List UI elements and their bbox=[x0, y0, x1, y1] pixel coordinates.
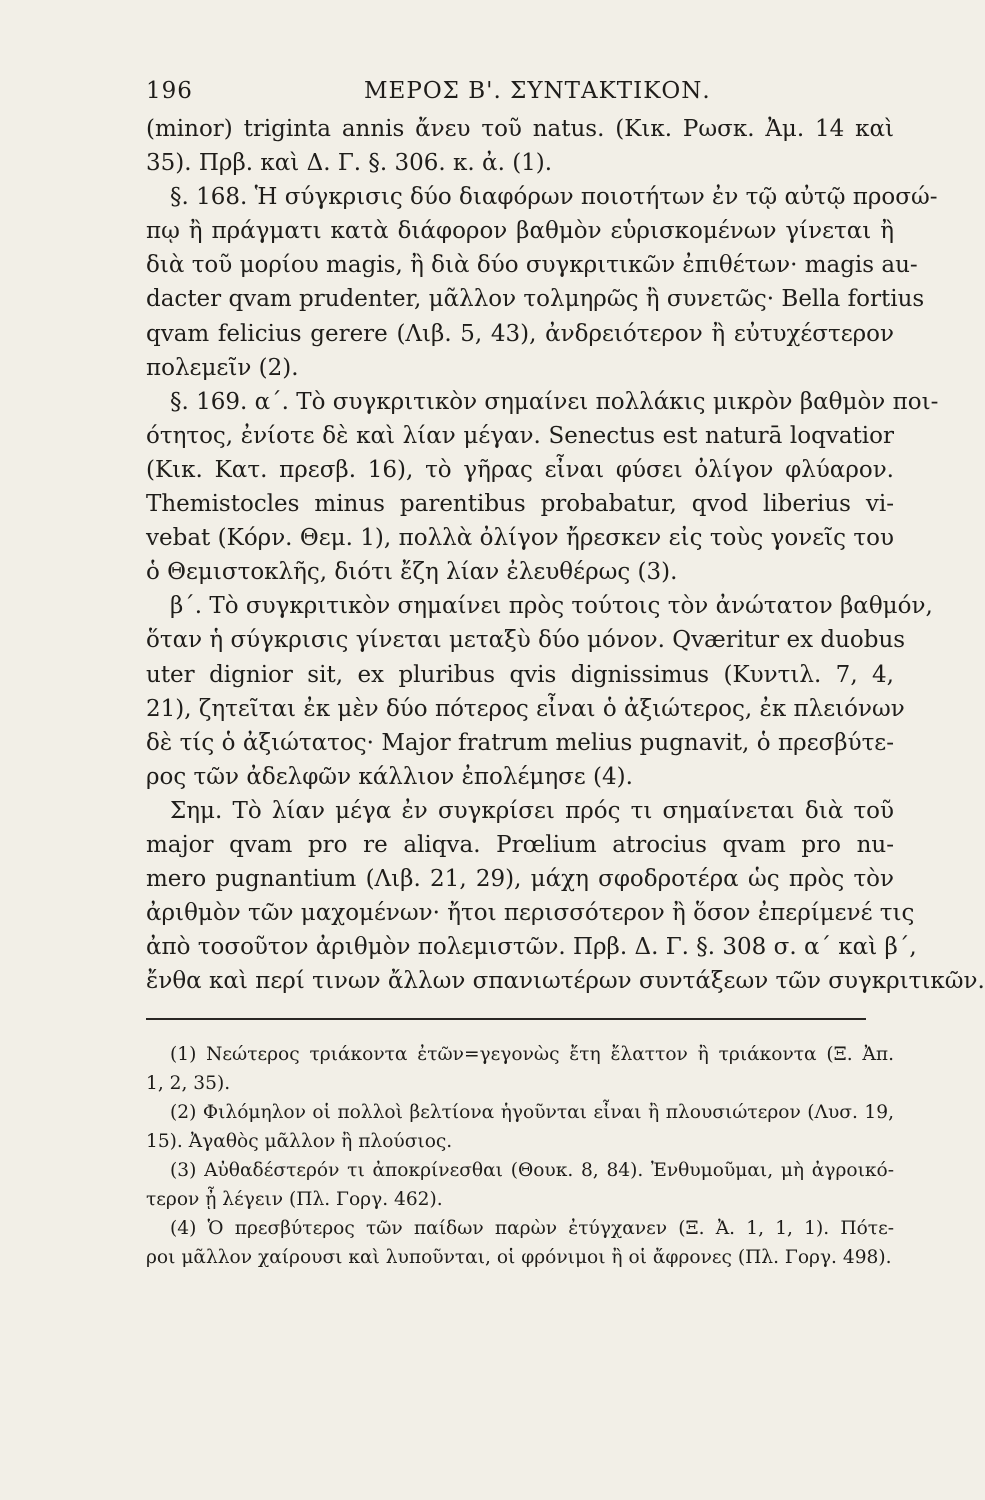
text-line: vebat (Κόρν. Θεμ. 1), πολλὰ ὀλίγον ἤρεσκεν εἰς τοὺς γονεῖς του bbox=[146, 525, 894, 552]
text-line: ρος τῶν ἀδελφῶν κάλλιον ἐπολέμησε (4). bbox=[146, 763, 633, 790]
footnote-divider bbox=[146, 1018, 866, 1020]
text-line: Themistocles minus parentibus probabatur, qvod liberius vi- bbox=[146, 491, 894, 518]
text-line: dacter qvam prudenter, μᾶλλον τολμηρῶς ἢ συνετῶς· Bella fortius bbox=[146, 286, 925, 313]
text-line: ἔνθα καὶ περί τινων ἄλλων σπανιωτέρων συντάξεων τῶν συγκριτικῶν. bbox=[146, 968, 985, 995]
text-line: ἀπὸ τοσοῦτον ἀριθμὸν πολεμιστῶν. Πρβ. Δ. Γ. §. 308 σ. α΄ καὶ β΄, bbox=[146, 934, 917, 961]
text-line: mero pugnantium (Λιβ. 21, 29), μάχη σφοδροτέρα ὡς πρὸς τὸν bbox=[146, 866, 894, 893]
page-number: 196 bbox=[146, 78, 193, 104]
section-168-start: §. 168. Ἡ σύγκρισις δύο διαφόρων ποιοτήτων ἐν τῷ αὐτῷ προσώ- bbox=[170, 184, 938, 211]
footnote-1: (1) Νεώτερος τριάκοντα ἐτῶν=γεγονὼς ἔτη ἔλαττον ἢ τριάκοντα (Ξ. Ἀπ. bbox=[170, 1044, 894, 1066]
text-line: ὅταν ἡ σύγκρισις γίνεται μεταξὺ δύο μόνον. Qværitur ex duobus bbox=[146, 627, 906, 654]
text-line: (Κικ. Κατ. πρεσβ. 16), τὸ γῆρας εἶναι φύσει ὀλίγον φλύαρον. bbox=[146, 456, 894, 483]
footnote-3: (3) Αὐθαδέστερόν τι ἀποκρίνεσθαι (Θουκ. 8, 84). Ἐνθυμοῦμαι, μὴ ἀγροικό- bbox=[170, 1160, 894, 1182]
footnote-line: ροι μᾶλλον χαίρουσι καὶ λυποῦνται, οἱ φρόνιμοι ἢ οἱ ἄφρονες (Πλ. Γοργ. 498). bbox=[146, 1247, 892, 1269]
footnote-line: 1, 2, 35). bbox=[146, 1073, 231, 1095]
text-line: uter dignior sit, ex pluribus qvis dignissimus (Κυντιλ. 7, 4, bbox=[146, 661, 894, 688]
text-line: ότητος, ἐνίοτε δὲ καὶ λίαν μέγαν. Senectus est naturā loqvatior bbox=[146, 422, 894, 449]
text-line: 35). Πρβ. καὶ Δ. Γ. §. 306. κ. ἀ. (1). bbox=[146, 150, 553, 177]
page-header bbox=[146, 70, 894, 112]
footnote-4: (4) Ὁ πρεσβύτερος τῶν παίδων παρὼν ἐτύγχανεν (Ξ. Ἀ. 1, 1, 1). Πότε- bbox=[170, 1218, 894, 1240]
footnote-line: 15). Ἀγαθὸς μᾶλλον ἢ πλούσιος. bbox=[146, 1131, 453, 1153]
remark-start: Σημ. Τὸ λίαν μέγα ἐν συγκρίσει πρός τι σημαίνεται διὰ τοῦ bbox=[170, 797, 894, 824]
text-line: (minor) triginta annis ἄνευ τοῦ natus. (Κικ. Ρωσκ. Ἀμ. 14 καὶ bbox=[146, 116, 894, 142]
main-text bbox=[146, 112, 985, 998]
section-169-start: §. 169. α΄. Τὸ συγκριτικὸν σημαίνει πολλάκις μικρὸν βαθμὸν ποι- bbox=[170, 388, 939, 415]
text-line: δὲ τίς ὁ ἀξιώτατος· Major fratrum melius pugnavit, ὁ πρεσβύτε- bbox=[146, 729, 894, 756]
text-line: ὁ Θεμιστοκλῆς, διότι ἔζη λίαν ἐλευθέρως (3). bbox=[146, 559, 678, 586]
text-line: qvam felicius gerere (Λιβ. 5, 43), ἀνδρειότερον ἢ εὐτυχέστερον bbox=[146, 320, 894, 347]
footnote-line: τερον ᾖ λέγειν (Πλ. Γοργ. 462). bbox=[146, 1189, 443, 1211]
text-line: διὰ τοῦ μορίου magis, ἢ διὰ δύο συγκριτικῶν ἐπιθέτων· magis au- bbox=[146, 252, 918, 279]
footnote-2: (2) Φιλόμηλον οἱ πολλοὶ βελτίονα ἡγοῦνται εἶναι ἢ πλουσιώτερον (Λυσ. 19, bbox=[170, 1102, 894, 1124]
footnotes bbox=[146, 1040, 894, 1272]
text-line: major qvam pro re aliqva. Prœlium atrocius qvam pro nu- bbox=[146, 831, 894, 858]
text-line: πολεμεῖν (2). bbox=[146, 354, 299, 381]
text-line: 21), ζητεῖται ἐκ μὲν δύο πότερος εἶναι ὁ ἀξιώτερος, ἐκ πλειόνων bbox=[146, 695, 905, 722]
text-line: ἀριθμὸν τῶν μαχομένων· ἤτοι περισσότερον ἢ ὅσον ἐπερίμενέ τις bbox=[146, 900, 915, 927]
text-line: πῳ ἢ πράγματι κατὰ διάφορον βαθμὸν εὑρισκομένων γίνεται ἢ bbox=[146, 218, 894, 245]
running-title: ΜΕΡΟΣ Β'. ΣΥΝΤΑΚΤΙΚΟΝ. bbox=[364, 78, 711, 104]
subsection-beta-start: β΄. Τὸ συγκριτικὸν σημαίνει πρὸς τούτοις τὸν ἀνώτατον βαθμόν, bbox=[170, 593, 933, 620]
